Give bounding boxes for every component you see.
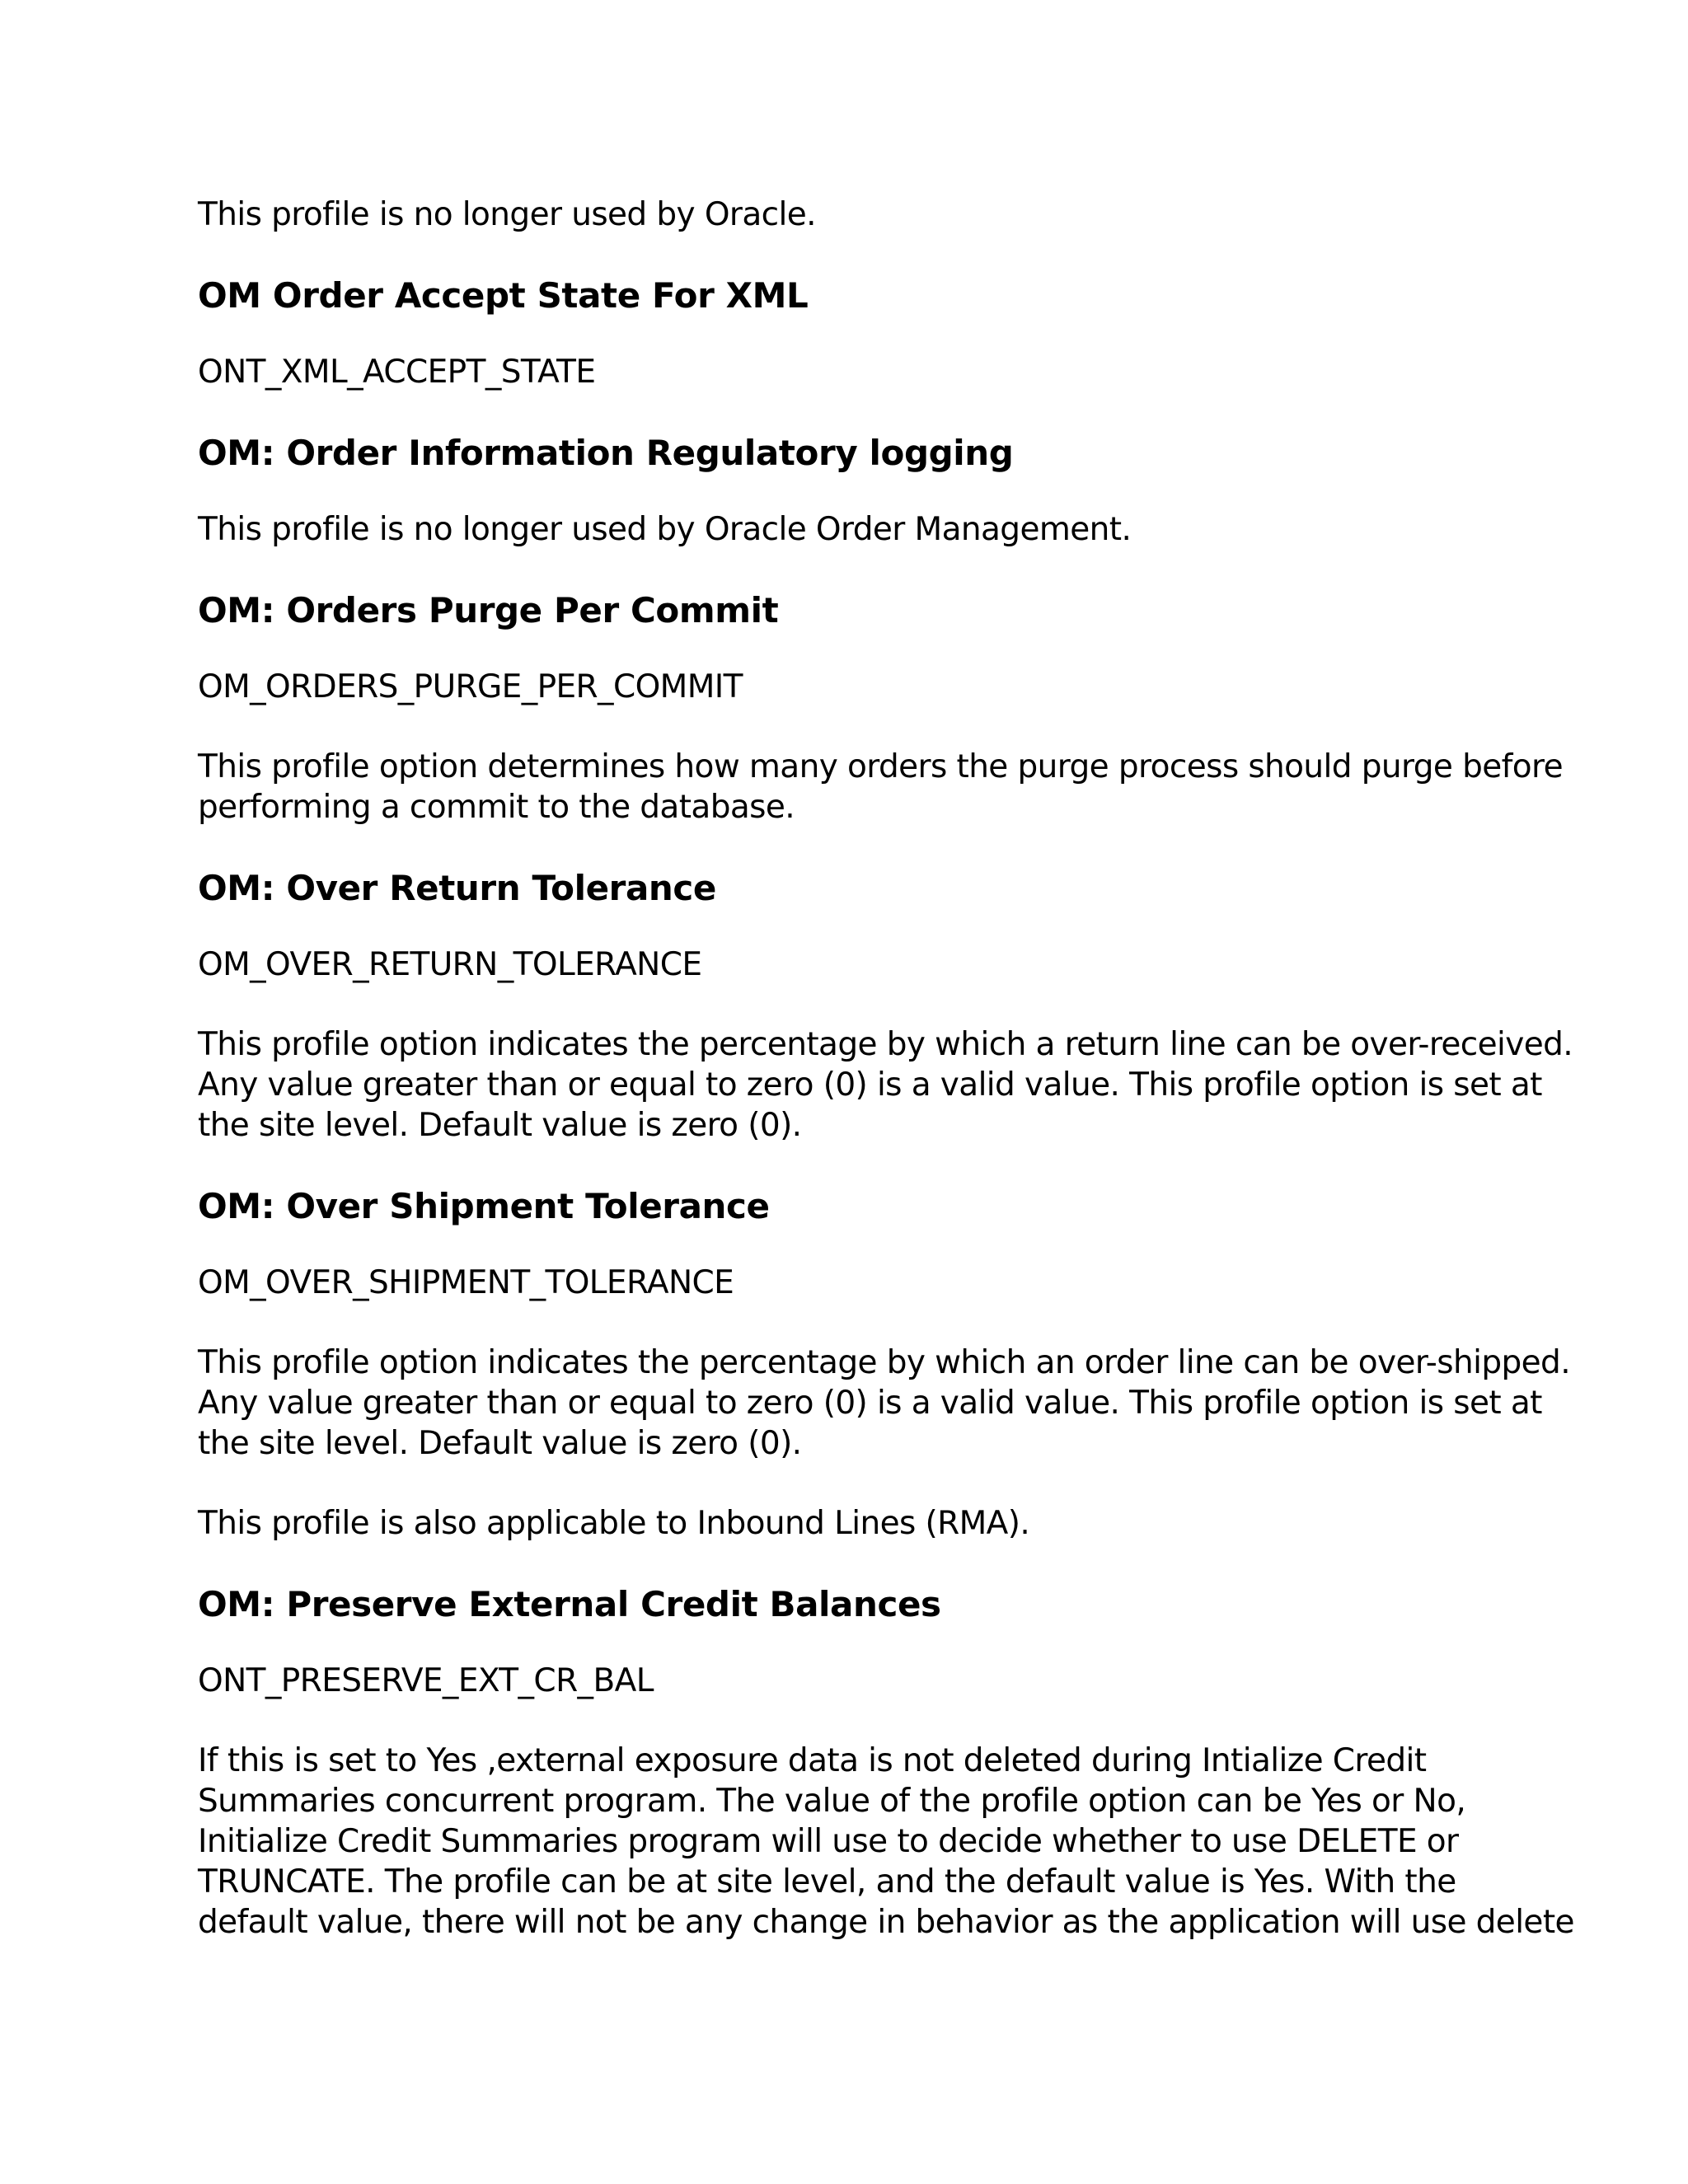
- description-line: TRUNCATE. The profile can be at site level, and the default value is Yes. With the: [198, 1863, 1456, 1900]
- description-preserve-credit-balances: [198, 1741, 1574, 1943]
- description-regulatory-logging: This profile is no longer used by Oracle Order Management.: [198, 511, 1132, 548]
- profile-code-over-shipment-tolerance: OM_OVER_SHIPMENT_TOLERANCE: [198, 1264, 734, 1301]
- note-over-shipment-tolerance: This profile is also applicable to Inbound Lines (RMA).: [198, 1505, 1030, 1542]
- description-line: the site level. Default value is zero (0).: [198, 1107, 802, 1144]
- description-line: Initialize Credit Summaries program will use to decide whether to use DELETE or: [198, 1823, 1459, 1860]
- section-heading-xml-accept-state: OM Order Accept State For XML: [198, 275, 809, 316]
- profile-code-over-return-tolerance: OM_OVER_RETURN_TOLERANCE: [198, 946, 702, 983]
- description-line: If this is set to Yes ,external exposure data is not deleted during Intialize Credit: [198, 1742, 1427, 1779]
- description-line: Any value greater than or equal to zero (0) is a valid value. This profile option is set at: [198, 1385, 1542, 1422]
- description-over-shipment-tolerance: [198, 1343, 1571, 1464]
- document-page: [198, 194, 1574, 1982]
- section-heading-regulatory-logging: OM: Order Information Regulatory logging: [198, 433, 1014, 473]
- section-heading-over-return-tolerance: OM: Over Return Tolerance: [198, 868, 717, 908]
- intro-paragraph: This profile is no longer used by Oracle.: [198, 196, 816, 233]
- section-heading-over-shipment-tolerance: OM: Over Shipment Tolerance: [198, 1186, 770, 1226]
- description-line: This profile option indicates the percentage by which a return line can be over-received.: [198, 1026, 1573, 1063]
- description-line: the site level. Default value is zero (0).: [198, 1425, 802, 1462]
- description-line: This profile option indicates the percentage by which an order line can be over-shipped.: [198, 1344, 1571, 1381]
- description-line: performing a commit to the database.: [198, 789, 795, 826]
- profile-code-orders-purge: OM_ORDERS_PURGE_PER_COMMIT: [198, 668, 743, 705]
- profile-code-preserve-credit-balances: ONT_PRESERVE_EXT_CR_BAL: [198, 1662, 654, 1699]
- description-line: Summaries concurrent program. The value of the profile option can be Yes or No,: [198, 1783, 1466, 1820]
- description-line: This profile option determines how many orders the purge process should purge before: [198, 748, 1564, 785]
- description-orders-purge: [198, 747, 1564, 827]
- description-line: Any value greater than or equal to zero (0) is a valid value. This profile option is set at: [198, 1066, 1542, 1104]
- profile-code-xml-accept-state: ONT_XML_ACCEPT_STATE: [198, 354, 596, 391]
- section-heading-preserve-credit-balances: OM: Preserve External Credit Balances: [198, 1584, 941, 1624]
- description-line: default value, there will not be any change in behavior as the application will use delete: [198, 1904, 1574, 1941]
- section-heading-orders-purge: OM: Orders Purge Per Commit: [198, 590, 779, 630]
- description-over-return-tolerance: [198, 1024, 1573, 1146]
